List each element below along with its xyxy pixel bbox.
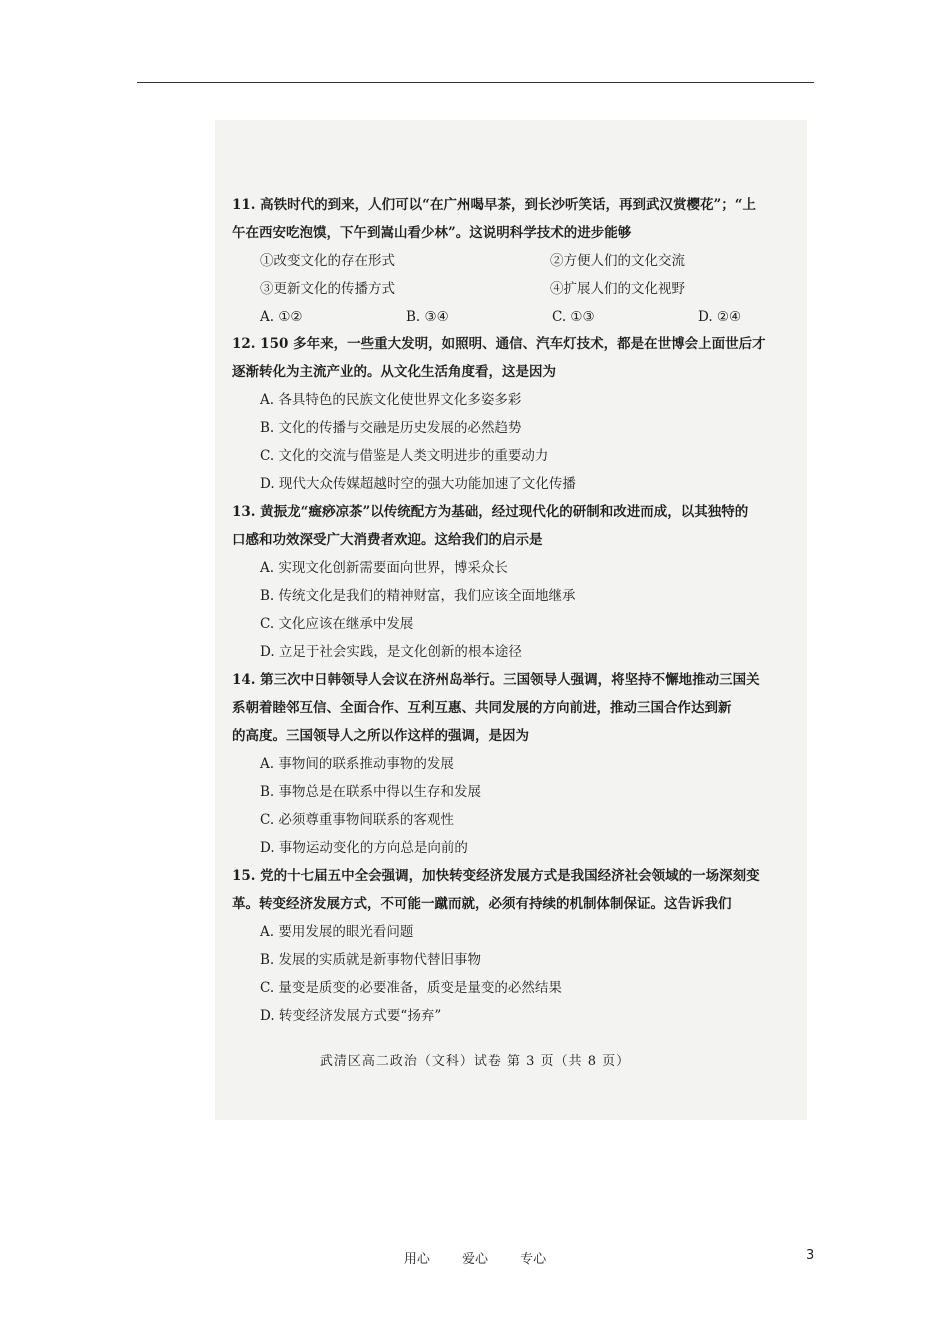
answer-option: B. ③④	[406, 309, 449, 325]
answer-option: D. 现代大众传媒超越时空的强大功能加速了文化传播	[260, 476, 576, 492]
question-stem-line: 口感和功效深受广大消费者欢迎。这给我们的启示是	[232, 532, 543, 548]
question-15	[232, 862, 807, 1030]
statement: ①改变文化的存在形式	[260, 253, 395, 269]
answer-option: B. 文化的传播与交融是历史发展的必然趋势	[260, 420, 522, 436]
answer-option: A. 各具特色的民族文化使世界文化多姿多彩	[260, 392, 522, 408]
answer-option: A. ①②	[260, 309, 303, 325]
statement-row	[232, 275, 807, 303]
answer-option: C. 文化的交流与借鉴是人类文明进步的重要动力	[260, 448, 549, 464]
answer-option: C. 必须尊重事物间联系的客观性	[260, 812, 454, 828]
question-stem-line: 14. 第三次中日韩领导人会议在济州岛举行。三国领导人强调，将坚持不懈地推动三国关	[232, 672, 760, 688]
statement: ④扩展人们的文化视野	[550, 281, 685, 297]
question-stem-line: 11. 高铁时代的到来，人们可以“在广州喝早茶，到长沙听笑话，再到武汉赏樱花”；“上	[232, 197, 756, 213]
answer-option: A. 事物间的联系推动事物的发展	[260, 756, 454, 772]
answer-option: B. 发展的实质就是新事物代替旧事物	[260, 952, 482, 968]
answer-option: B. 传统文化是我们的精神财富，我们应该全面地继承	[260, 588, 576, 604]
question-stem-line: 13. 黄振龙“癍痧凉茶”以传统配方为基础，经过现代化的研制和改进而成，以其独特的	[232, 504, 749, 520]
question-11	[232, 191, 807, 331]
footer-motto: 专心	[520, 1252, 547, 1267]
answer-options-row	[232, 303, 807, 331]
footer-motto: 爱心	[461, 1252, 488, 1267]
statement: ②方便人们的文化交流	[550, 253, 685, 269]
statement: ③更新文化的传播方式	[260, 281, 395, 297]
question-stem-line: 午在西安吃泡馍，下午到嵩山看少林”。这说明科学技术的进步能够	[232, 225, 632, 241]
answer-option: C. ①③	[552, 309, 595, 325]
question-12	[232, 330, 807, 498]
question-stem-line: 12. 150 多年来，一些重大发明，如照明、通信、汽车灯技术，都是在世博会上面世后才	[232, 336, 766, 352]
exam-page-footer: 武清区高二政治（文科）试卷 第 3 页（共 8 页）	[319, 1054, 631, 1069]
footer-motto: 用心	[403, 1252, 430, 1267]
answer-option: D. 立足于社会实践，是文化创新的根本途径	[260, 644, 522, 660]
answer-option: B. 事物总是在联系中得以生存和发展	[260, 784, 482, 800]
question-stem-line: 逐渐转化为主流产业的。从文化生活角度看，这是因为	[232, 364, 556, 380]
answer-option: D. 转变经济发展方式要“扬弃”	[260, 1008, 442, 1024]
answer-option: C. 量变是质变的必要准备，质变是量变的必然结果	[260, 980, 562, 996]
page-number: 3	[806, 1248, 815, 1263]
answer-option: A. 要用发展的眼光看问题	[260, 924, 414, 940]
question-stem-line: 系朝着睦邻互信、全面合作、互利互惠、共同发展的方向前进，推动三国合作达到新	[232, 700, 732, 716]
question-14	[232, 666, 807, 862]
question-13	[232, 498, 807, 666]
question-stem-line: 的高度。三国领导人之所以作这样的强调，是因为	[232, 728, 529, 744]
header-rule	[137, 82, 814, 83]
question-stem-line: 革。转变经济发展方式，不可能一蹴而就，必须有持续的机制体制保证。这告诉我们	[232, 896, 732, 912]
answer-option: C. 文化应该在继承中发展	[260, 616, 414, 632]
answer-option: A. 实现文化创新需要面向世界，博采众长	[260, 560, 508, 576]
answer-option: D. 事物运动变化的方向总是向前的	[260, 840, 468, 856]
answer-option: D. ②④	[698, 309, 742, 325]
question-stem-line: 15. 党的十七届五中全会强调，加快转变经济发展方式是我国经济社会领域的一场深刻变	[232, 868, 760, 884]
statement-row	[232, 247, 807, 275]
